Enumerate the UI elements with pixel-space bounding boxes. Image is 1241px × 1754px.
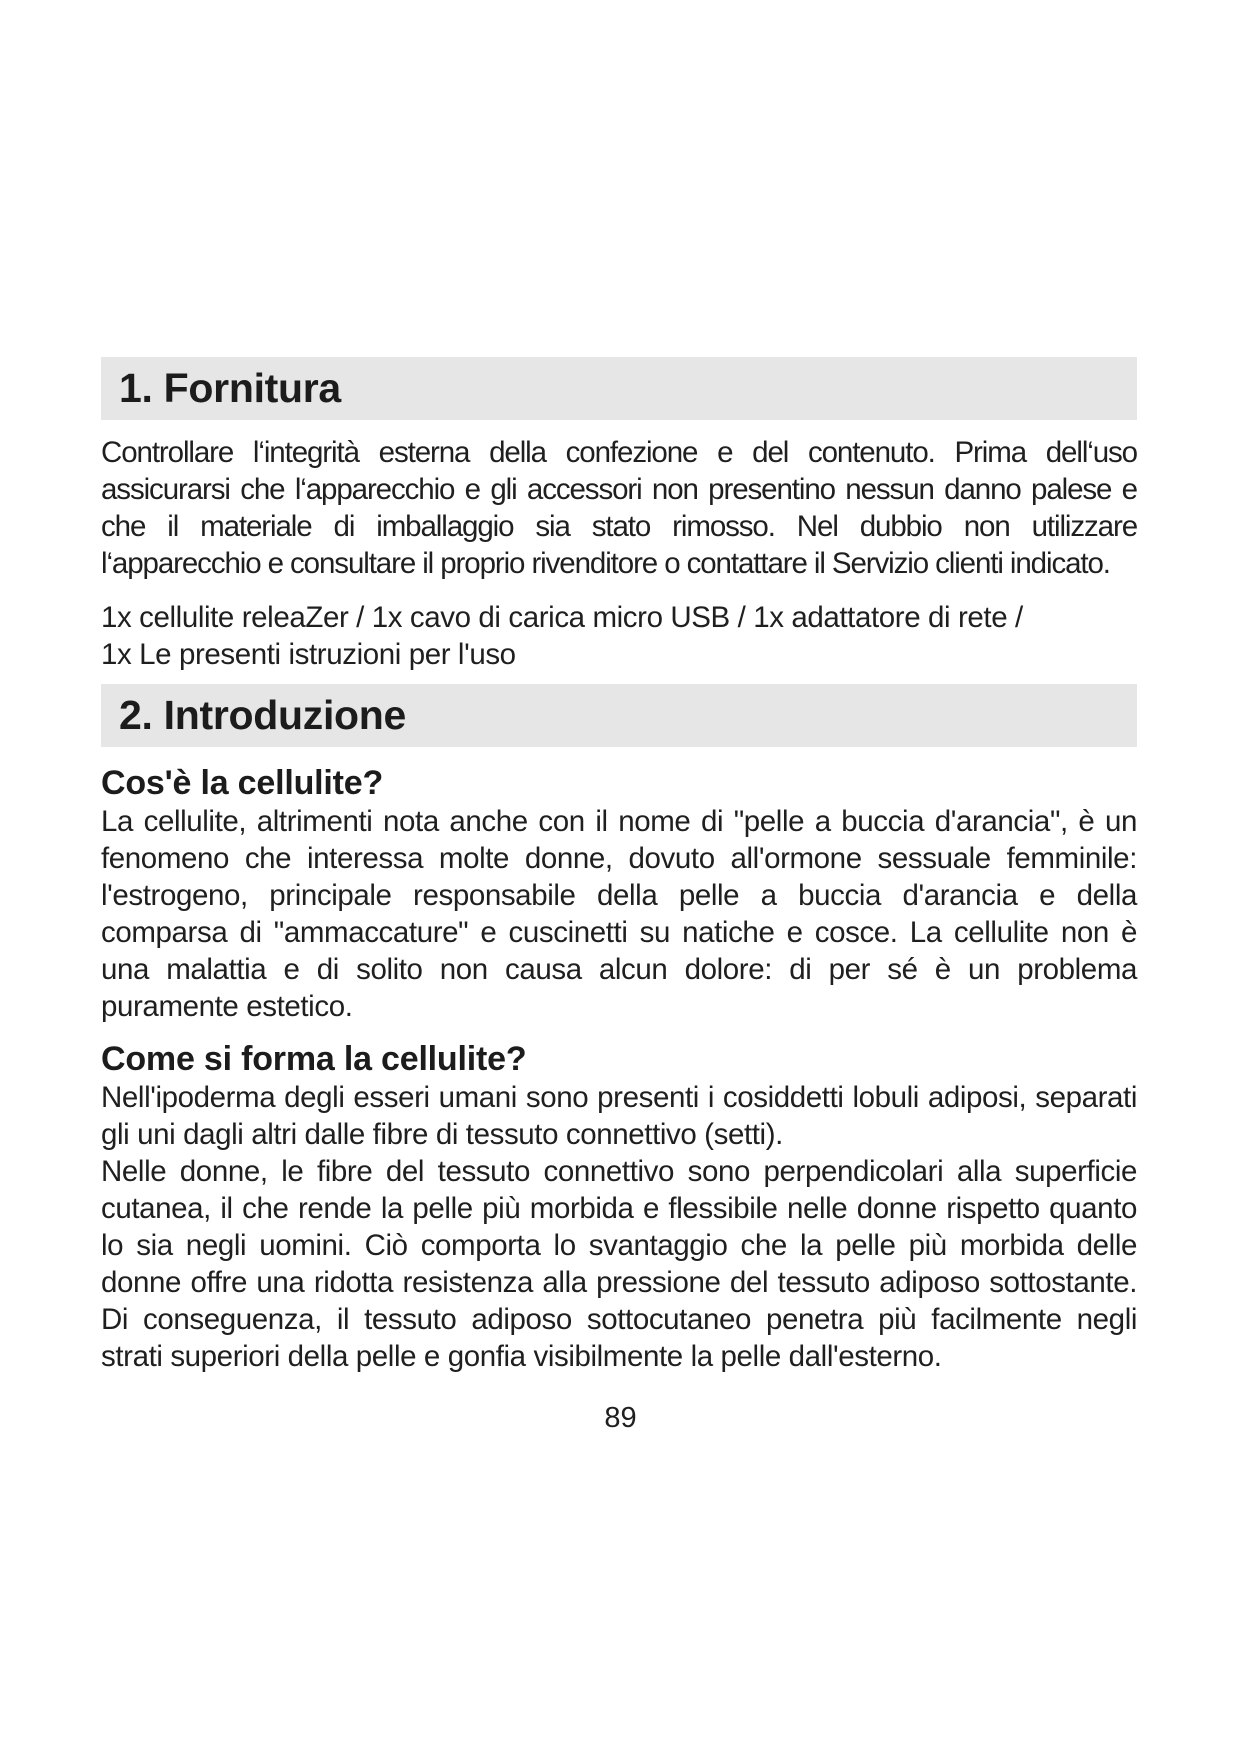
what-is-cellulite-paragraph: La cellulite, altrimenti nota anche con il nome di "pelle a buccia d'arancia", è un fenomeno che interessa molte donne, dovuto all'ormone sessuale femminile: l'estrogeno, principale responsabile della pelle a buccia d'arancia e della comparsa di "ammaccature" e cuscinetti su natiche e cosce. La cellulite non è una malattia e di solito non causa alcun dolore: di per sé è un problema puramente estetico. — [101, 805, 1137, 1023]
subheading-how-cellulite-forms: Come si forma la cellulite? — [101, 1040, 527, 1078]
section-header-fornitura — [101, 357, 1137, 420]
package-contents-line: 1x cellulite releaZer / 1x cavo di carica micro USB / 1x adattatore di rete / — [101, 601, 1023, 634]
how-cellulite-forms-paragraph: Nell'ipoderma degli esseri umani sono presenti i cosiddetti lobuli adiposi, separati gli uni dagli altri dalle fibre di tessuto connettivo (setti). — [101, 1081, 1137, 1151]
page-content — [101, 357, 1137, 1375]
subheading-what-is-cellulite: Cos'è la cellulite? — [101, 764, 384, 802]
section-title: 2. Introduzione — [119, 692, 407, 738]
package-contents — [101, 599, 1137, 673]
package-contents-line: 1x Le presenti istruzioni per l'uso — [101, 638, 516, 671]
section-header-introduzione — [101, 684, 1137, 747]
how-cellulite-forms-paragraph: Nelle donne, le fibre del tessuto connettivo sono perpendicolari alla superficie cutanea, il che rende la pelle più morbida e flessibile nelle donne rispetto quanto lo sia negli uomini. Ciò comporta lo svantaggio che la pelle più morbida delle donne offre una ridotta resistenza alla pressione del tessuto adiposo sottostante. Di conseguenza, il tessuto adiposo sottocutaneo penetra più facilmente negli strati superiori della pelle e gonfia visibilmente la pelle dall'esterno. — [101, 1155, 1137, 1373]
fornitura-paragraph: Controllare l‘integrità esterna della confezione e del contenuto. Prima dell‘uso assicurarsi che l‘apparecchio e gli accessori non presentino nessun danno palese e che il materiale di imballaggio sia stato rimosso. Nel dubbio non utilizzare l‘apparecchio e consultare il proprio rivenditore o contattare il Servizio clienti indicato. — [101, 436, 1137, 580]
section-title: 1. Fornitura — [119, 365, 341, 411]
page-number: 89 — [604, 1402, 637, 1434]
